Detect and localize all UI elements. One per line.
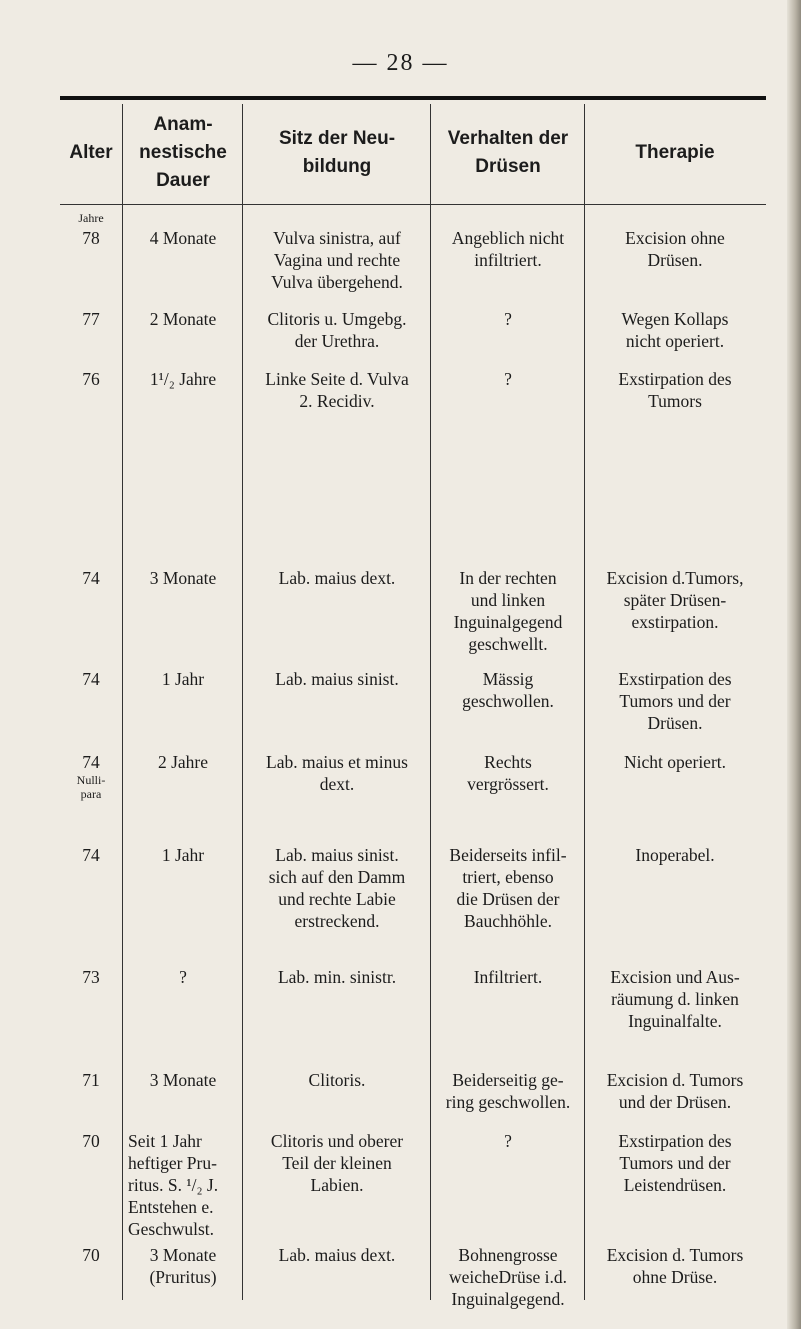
row-2-sitz: Clitoris u. Umgebg. der Urethra.: [267, 309, 407, 351]
row-2-druesen: ?: [504, 309, 512, 329]
header-therapie: Therapie: [635, 142, 715, 163]
page-number: — 28 —: [352, 50, 449, 76]
row-8-age: 73: [82, 967, 100, 987]
header-sitz: Sitz der Neu- bildung: [278, 128, 396, 177]
row-7-dauer: 1 Jahr: [161, 845, 205, 865]
row-8-sitz: Lab. min. sinistr.: [277, 967, 397, 987]
row-8-dauer: ?: [179, 967, 187, 987]
row-1-dauer: 4 Monate: [149, 228, 217, 248]
row-10-dauer: Seit 1 Jahr heftiger Pru- ritus. S. ¹/₂ J. Entstehen e. Geschwulst.: [128, 1131, 219, 1239]
row-11-age: 70: [82, 1245, 100, 1265]
row-3-age: 76: [82, 369, 100, 389]
table-top-rule: [60, 96, 766, 100]
row-7-age: 74: [82, 845, 100, 865]
row-3-therapie: Exstirpation des Tumors: [618, 369, 732, 411]
row-4-age: 74: [82, 568, 100, 588]
row-7-therapie: Inoperabel.: [635, 845, 715, 865]
row-8-druesen: Infiltriert.: [473, 967, 543, 987]
row-5-sitz: Lab. maius sinist.: [275, 669, 399, 689]
row-5-therapie: Exstirpation des Tumors und der Drüsen.: [618, 669, 732, 733]
row-3-dauer: 1¹/₂ Jahre: [149, 369, 217, 389]
row-7-sitz: Lab. maius sinist. sich auf den Damm und rechte Labie erstreckend.: [268, 845, 406, 931]
row-2-age: 77: [82, 309, 100, 329]
row-6-druesen: Rechts vergrössert.: [467, 752, 549, 794]
row-5-age: 74: [82, 669, 100, 689]
row-11-druesen: Bohnengrosse weicheDrüse i.d. Inguinalgegend.: [448, 1245, 568, 1309]
row-5-druesen: Mässig geschwollen.: [462, 669, 554, 711]
page-edge: [787, 0, 801, 1329]
row-6-age: 74: [82, 752, 100, 772]
row-3-sitz: Linke Seite d. Vulva 2. Recidiv.: [265, 369, 409, 411]
row-2-dauer: 2 Monate: [149, 309, 217, 329]
row-10-druesen: ?: [504, 1131, 512, 1151]
row-8-therapie: Excision und Aus- räumung d. linken Inguinalfalte.: [610, 967, 740, 1031]
row-2-therapie: Wegen Kollaps nicht operiert.: [621, 309, 729, 351]
row-7-druesen: Beiderseits infil- triert, ebenso die Drüsen der Bauchhöhle.: [449, 845, 567, 931]
header-druesen: Verhalten der Drüsen: [447, 128, 569, 177]
row-3-druesen: ?: [504, 369, 512, 389]
column-divider: [122, 104, 123, 1300]
row-10-age: 70: [82, 1131, 100, 1151]
row-4-dauer: 3 Monate: [149, 568, 217, 588]
row-1-age: 78: [82, 228, 100, 248]
row-9-druesen: Beiderseitig ge- ring geschwollen.: [445, 1070, 571, 1112]
row-4-therapie: Excision d.Tumors, später Drüsen- exstirpation.: [606, 568, 744, 632]
row-4-sitz: Lab. maius dext.: [278, 568, 396, 588]
column-divider: [242, 104, 243, 1300]
row-1-therapie: Excision ohne Drüsen.: [625, 228, 725, 270]
header-rule: [60, 204, 766, 205]
column-divider: [584, 104, 585, 1300]
header-dauer: Anam- nestische Dauer: [139, 114, 227, 191]
header-alter: Alter: [69, 142, 113, 163]
row-5-dauer: 1 Jahr: [161, 669, 205, 689]
row-6-therapie: Nicht operiert.: [623, 752, 727, 772]
column-divider: [430, 104, 431, 1300]
row-11-sitz: Lab. maius dext.: [278, 1245, 396, 1265]
row-10-therapie: Exstirpation des Tumors und der Leistendrüsen.: [618, 1131, 732, 1195]
row-11-dauer: 3 Monate (Pruritus): [149, 1245, 217, 1287]
row-6-sitz: Lab. maius et minus dext.: [266, 752, 408, 794]
row-9-dauer: 3 Monate: [149, 1070, 217, 1090]
row-11-therapie: Excision d. Tumors ohne Drüse.: [606, 1245, 744, 1287]
row-9-therapie: Excision d. Tumors und der Drüsen.: [606, 1070, 744, 1112]
row-1-druesen: Angeblich nicht infiltriert.: [451, 228, 565, 270]
row-6-age-note: Nulli- para: [76, 773, 106, 801]
row-4-druesen: In der rechten und linken Inguinalgegend geschwellt.: [453, 568, 563, 654]
row-9-age: 71: [82, 1070, 100, 1090]
row-10-sitz: Clitoris und oberer Teil der kleinen Labien.: [270, 1131, 404, 1195]
age-unit-label: Jahre: [78, 211, 104, 225]
row-6-dauer: 2 Jahre: [157, 752, 209, 772]
row-1-sitz: Vulva sinistra, auf Vagina und rechte Vulva übergehend.: [271, 228, 403, 292]
row-9-sitz: Clitoris.: [308, 1070, 366, 1090]
